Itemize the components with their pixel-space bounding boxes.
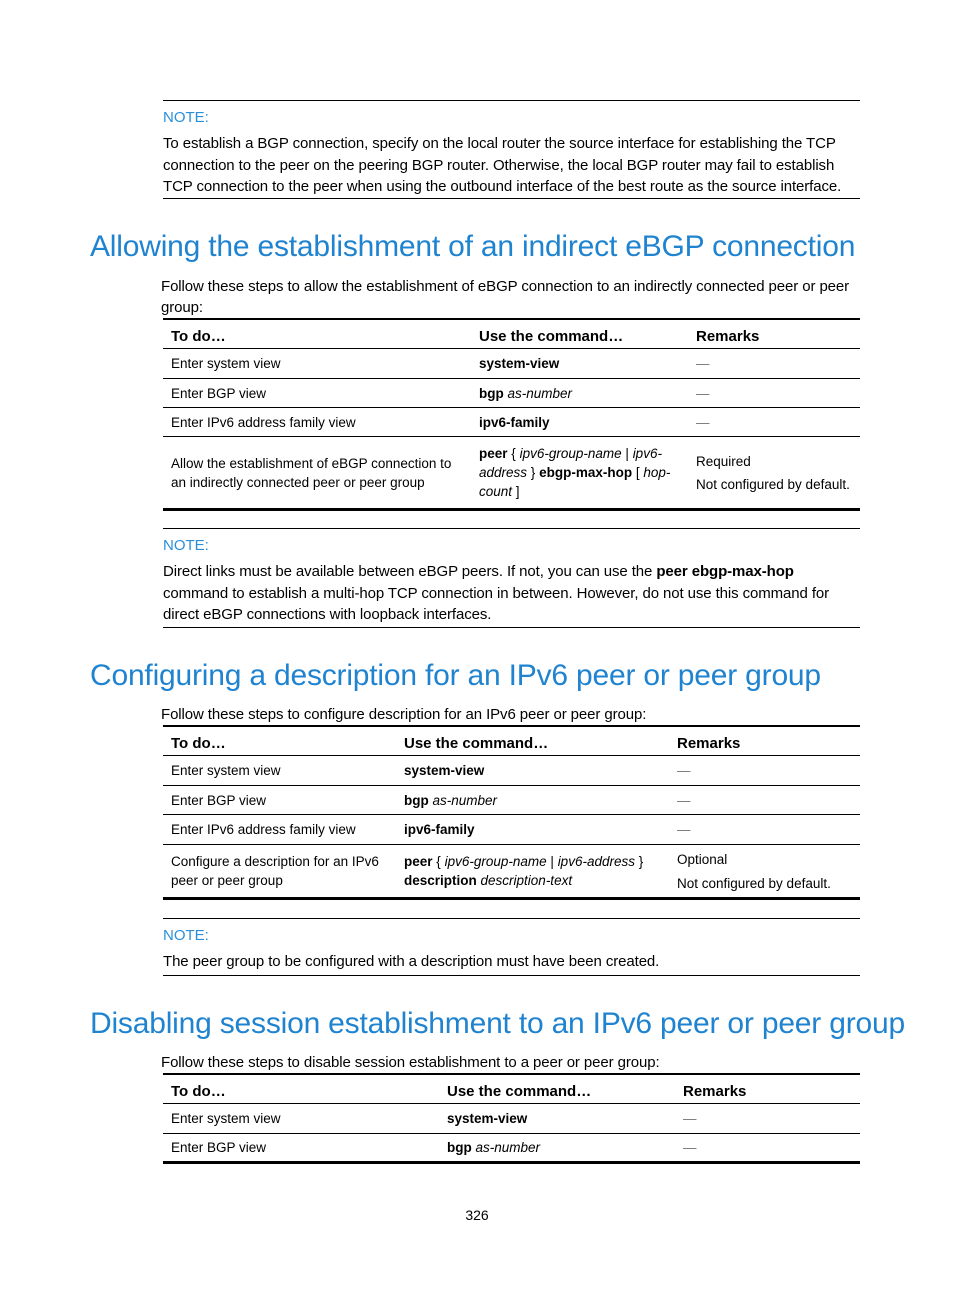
command-cell [439,1104,675,1134]
todo-cell: Enter system view [163,1104,439,1134]
table-row [163,815,860,845]
note-box [163,918,860,976]
remarks-line: Not configured by default. [677,875,831,891]
column-header: Remarks [669,726,860,756]
table-header-row [163,726,860,756]
todo-cell: Allow the establishment of eBGP connection to an indirectly connected peer or peer group [171,455,452,490]
command-table [163,1073,860,1164]
command-cell [396,815,669,845]
remarks-cell [669,845,860,899]
table-row [163,349,860,379]
remarks-cell: — [688,408,860,437]
command-cell [471,408,688,437]
column-header: Use the command… [396,726,669,756]
note-text-part: command to establish a multi-hop TCP connection in between. However, do not use this command for direct eBGP connections with loopback interfaces. [163,584,830,623]
command-keyword: system-view [404,763,485,778]
todo-cell: Enter BGP view [163,379,471,408]
command-argument: ipv6-address [479,446,662,480]
command-table [163,725,860,900]
command-keyword: ebgp-max-hop [539,465,633,480]
todo-cell: Enter system view [163,349,471,379]
column-header: Use the command… [471,319,688,349]
command-symbol: | [625,446,629,461]
command-keyword: description [404,873,477,888]
remarks-line: Optional [677,851,728,867]
command-argument: ipv6-group-name [444,854,547,869]
command-keyword: bgp [447,1140,472,1155]
table-row [163,408,860,437]
remarks-cell: — [675,1104,860,1134]
page-number: 326 [465,1207,489,1223]
remarks-cell [688,437,860,510]
command-keyword: bgp [479,385,504,401]
remarks-cell: — [683,1140,697,1155]
table-row [163,437,860,510]
command-symbol: ] [515,484,520,499]
remarks-cell: — [688,379,860,408]
command-keyword: ipv6-family [479,414,550,430]
table-row [163,756,860,786]
todo-cell: Enter BGP view [171,1140,267,1155]
section-heading: Allowing the establishment of an indirect eBGP connection [90,230,856,263]
column-header: To do… [163,726,396,756]
command-cell [396,845,669,899]
command-cell [439,1134,675,1163]
command-keyword: peer [479,446,508,461]
note-text: To establish a BGP connection, specify on the local router the source interface for establishing the TCP connection to the peer on the peering BGP router. Otherwise, the local BGP router may fail to establish TCP connection to the peer when using the outbound interface of the best route as the source interface. [163,135,842,195]
command-argument: hop-count [479,465,671,499]
table-row [163,786,860,815]
section-heading: Disabling session establishment to an IPv6 peer or peer group [90,1007,905,1040]
command-argument: as-number [432,792,498,808]
command-cell [471,349,688,379]
command-cell [396,786,669,815]
section-heading: Configuring a description for an IPv6 peer or peer group [90,659,821,692]
section-intro: Follow these steps to allow the establishment of eBGP connection to an indirectly connected peer or peer group: [161,278,850,316]
command-keyword: system-view [479,356,560,371]
command-symbol: [ [635,465,640,480]
command-keyword: peer [404,854,433,869]
command-argument: as-number [507,385,573,401]
todo-cell: Enter system view [163,756,396,786]
note-text-part: Direct links must be available between eBGP peers. If not, you can use the [163,563,657,580]
command-symbol: | [550,854,554,869]
column-header: Remarks [675,1074,860,1104]
todo-cell: Configure a description for an IPv6 peer or peer group [171,854,379,888]
command-cell [396,756,669,786]
table-row [163,845,860,899]
command-symbol: { [511,446,516,461]
table-row [163,1104,860,1134]
section-intro: Follow these steps to configure description for an IPv6 peer or peer group: [161,706,647,723]
column-header: Use the command… [439,1074,675,1104]
todo-cell: Enter IPv6 address family view [163,408,471,437]
table-row [163,1134,860,1163]
command-keyword: ipv6-family [404,822,475,837]
table-header-row [163,1074,860,1104]
column-header: Remarks [688,319,860,349]
command-cell [471,379,688,408]
remarks-line: Not configured by default. [696,476,850,492]
command-keyword: bgp [404,792,429,808]
remarks-cell: — [669,815,860,845]
command-argument: description-text [480,873,573,888]
note-label: NOTE: [163,927,209,944]
note-box [163,100,860,199]
note-box [163,528,860,628]
note-label: NOTE: [163,537,209,554]
command-argument: ipv6-address [557,854,635,869]
todo-cell: Enter IPv6 address family view [163,815,396,845]
command-argument: ipv6-group-name [519,446,622,461]
command-keyword: system-view [447,1111,528,1126]
remarks-cell: — [669,786,860,815]
table-row [163,379,860,408]
command-argument: as-number [475,1140,541,1155]
command-symbol: } [530,465,536,480]
note-text: The peer group to be configured with a description must have been created. [163,953,660,970]
todo-cell: Enter BGP view [163,786,396,815]
remarks-line: Required [696,453,751,469]
remarks-cell: — [688,349,860,379]
command-symbol: { [436,854,441,869]
command-table [163,318,860,511]
note-command-keyword: peer ebgp-max-hop [656,563,794,580]
remarks-cell: — [669,756,860,786]
note-label: NOTE: [163,109,209,126]
command-cell [471,437,688,510]
table-header-row [163,319,860,349]
column-header: To do… [163,1074,439,1104]
section-intro: Follow these steps to disable session establishment to a peer or peer group: [161,1054,660,1071]
command-symbol: } [638,854,644,869]
column-header: To do… [163,319,471,349]
note-text [163,561,860,626]
